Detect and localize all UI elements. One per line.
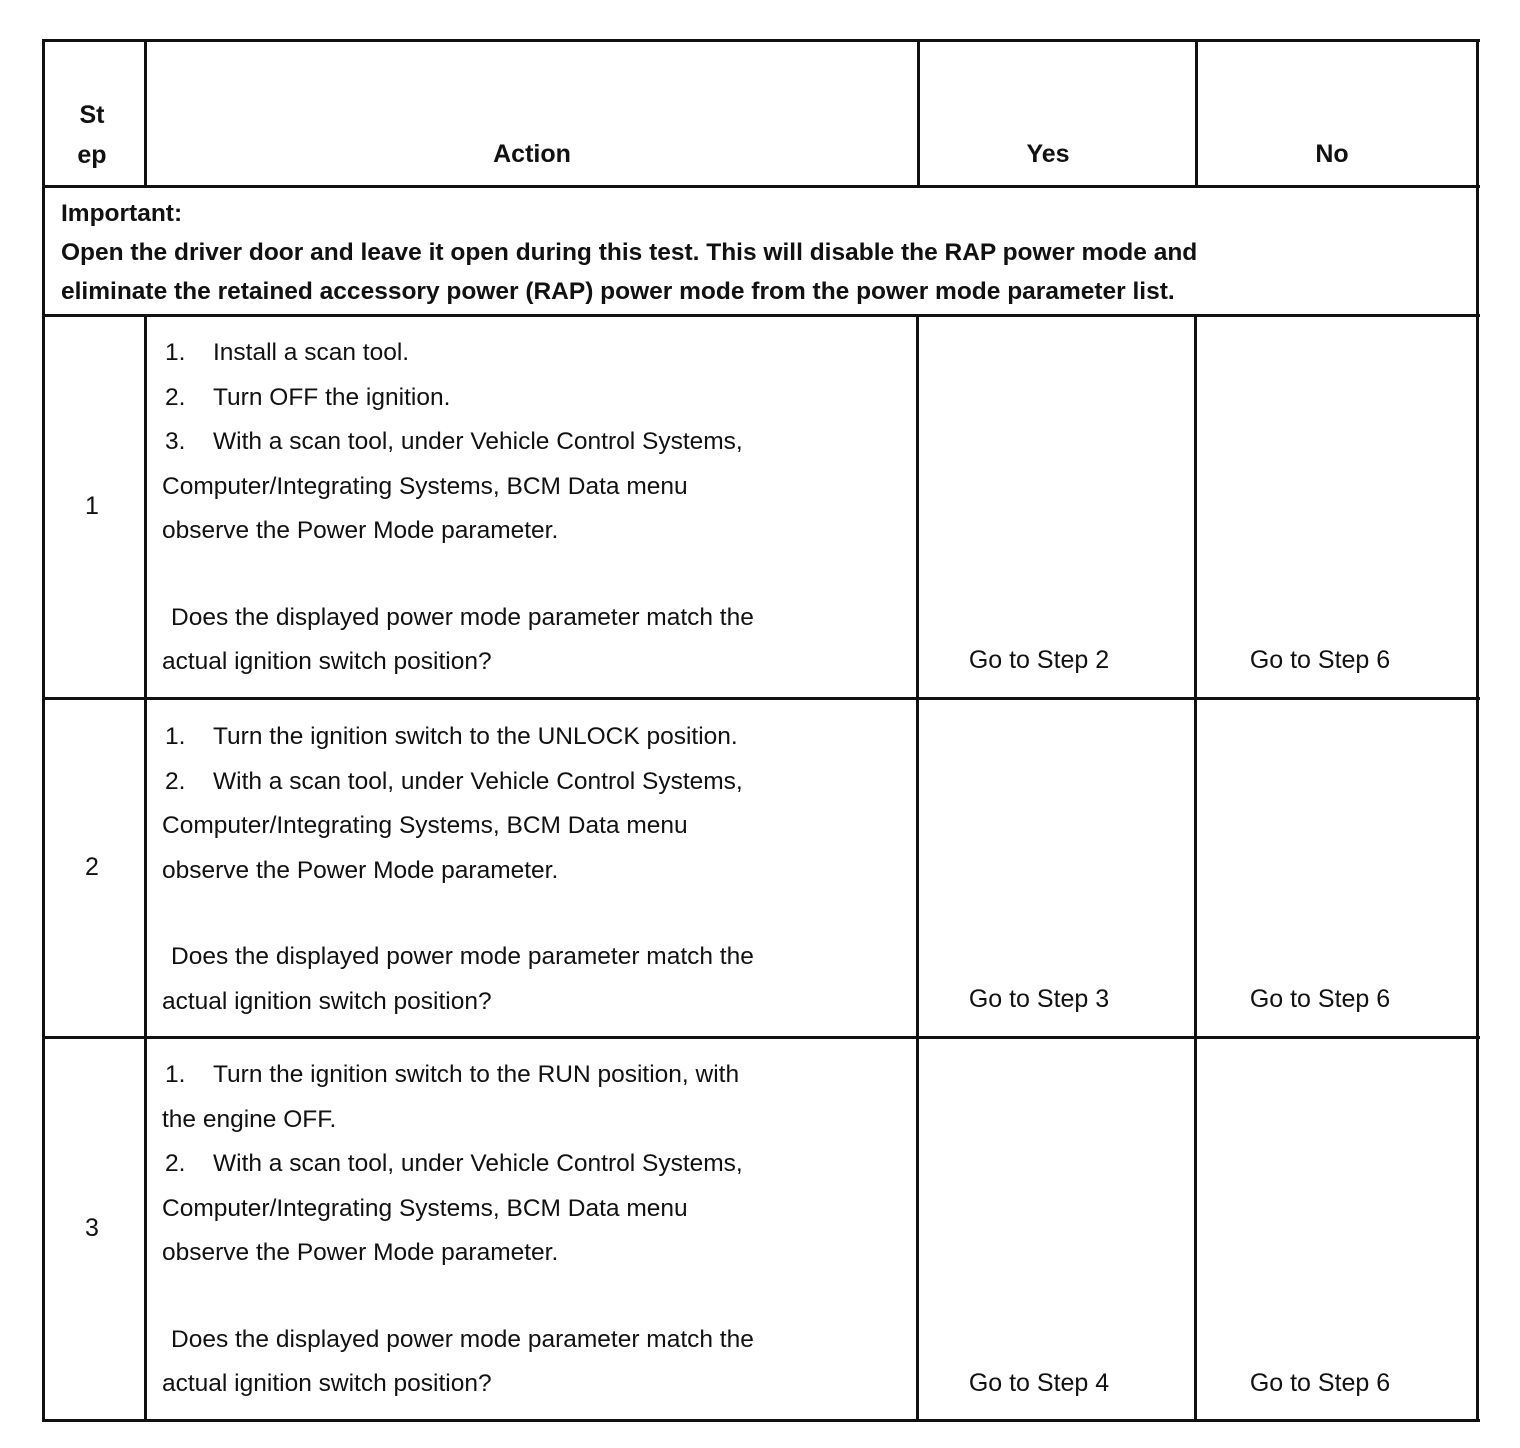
column-divider <box>916 314 919 1422</box>
header-step-line2: ep <box>77 141 107 169</box>
action-line: Computer/Integrating Systems, BCM Data menu <box>162 472 688 500</box>
action-text: Turn the ignition switch to the RUN position, with <box>213 1061 740 1088</box>
table-border-bottom <box>42 1419 1480 1422</box>
action-text: With a scan tool, under Vehicle Control Systems, <box>213 428 743 455</box>
yes-result: Go to Step 4 <box>968 1369 1110 1397</box>
important-line: eliminate the retained accessory power (RAP) power mode from the power mode parameter list. <box>61 278 1175 305</box>
header-divider <box>42 185 1480 188</box>
step-number: 2 <box>85 853 99 881</box>
question-line: Does the displayed power mode parameter match the <box>171 1325 754 1353</box>
action-line <box>162 1142 912 1187</box>
column-divider <box>1194 314 1197 1422</box>
step-action <box>162 1053 912 1407</box>
action-text: Turn the ignition switch to the UNLOCK position. <box>213 723 738 750</box>
row-divider <box>42 697 1480 700</box>
header-no: No <box>1315 140 1349 168</box>
action-text: With a scan tool, under Vehicle Control Systems, <box>213 767 743 795</box>
action-line <box>162 760 912 805</box>
action-line: the engine OFF. <box>162 1105 337 1133</box>
header-action: Action <box>493 140 571 168</box>
question-line: actual ignition switch position? <box>162 1370 492 1397</box>
important-note <box>61 194 1461 311</box>
action-line: observe the Power Mode parameter. <box>162 856 559 884</box>
action-line: observe the Power Mode parameter. <box>162 1239 559 1266</box>
list-number: 2. <box>165 767 186 795</box>
action-text: With a scan tool, under Vehicle Control Systems, <box>213 1150 743 1177</box>
action-line <box>162 1053 912 1098</box>
action-line <box>162 715 912 760</box>
question-line: actual ignition switch position? <box>162 987 492 1015</box>
column-divider <box>144 314 147 1422</box>
action-line <box>162 376 912 421</box>
no-result: Go to Step 6 <box>1249 985 1391 1013</box>
list-number: 1. <box>165 1061 186 1088</box>
list-number: 2. <box>165 1150 186 1177</box>
header-step <box>42 95 142 175</box>
action-text: Install a scan tool. <box>213 339 410 366</box>
important-line: Open the driver door and leave it open during this test. This will disable the RAP power mode and <box>61 239 1198 266</box>
list-number: 1. <box>165 723 186 750</box>
action-line <box>162 420 912 465</box>
table-border-top <box>42 39 1480 42</box>
important-title: Important: <box>61 200 183 227</box>
question-line: Does the displayed power mode parameter match the <box>171 943 754 970</box>
question-line: actual ignition switch position? <box>162 648 492 675</box>
table-border-right <box>1476 39 1479 1422</box>
action-line: observe the Power Mode parameter. <box>162 517 559 544</box>
action-line <box>162 331 912 376</box>
header-step-line1: St <box>79 101 105 129</box>
no-result: Go to Step 6 <box>1249 646 1391 674</box>
action-text: Turn OFF the ignition. <box>213 383 451 411</box>
question-line: Does the displayed power mode parameter match the <box>171 603 754 631</box>
list-number: 2. <box>165 383 186 411</box>
step-number: 1 <box>85 492 99 520</box>
header-yes: Yes <box>1026 140 1070 168</box>
no-result: Go to Step 6 <box>1249 1369 1391 1397</box>
step-number: 3 <box>85 1214 99 1242</box>
yes-result: Go to Step 3 <box>968 985 1110 1013</box>
step-action <box>162 715 912 1024</box>
yes-result: Go to Step 2 <box>968 646 1110 674</box>
important-divider <box>42 314 1480 317</box>
action-line: Computer/Integrating Systems, BCM Data menu <box>162 812 688 839</box>
step-action <box>162 331 912 685</box>
row-divider <box>42 1036 1480 1039</box>
action-line: Computer/Integrating Systems, BCM Data menu <box>162 1194 688 1222</box>
list-number: 1. <box>165 339 186 366</box>
list-number: 3. <box>165 428 186 455</box>
